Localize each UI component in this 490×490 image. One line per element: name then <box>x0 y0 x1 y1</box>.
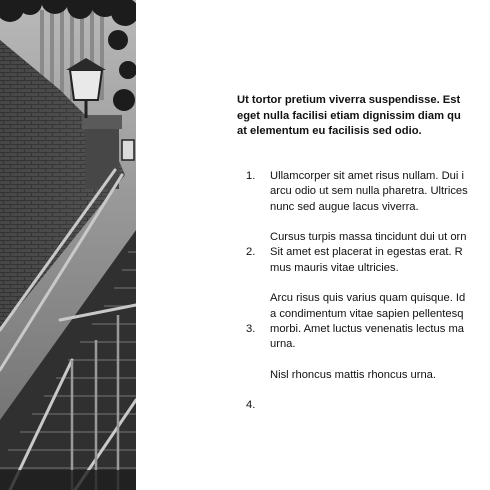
list-item-4-line-1 <box>237 368 490 383</box>
list-item-3-text-4: urna. <box>270 338 296 351</box>
list-gap <box>237 276 490 291</box>
list-item-2-text-2: Sit amet est placerat in egestas erat. R <box>270 246 463 259</box>
list-item-3-line-3 <box>237 322 490 337</box>
lead-line-2: eget nulla facilisi etiam dignissim diam qu <box>237 109 461 122</box>
list-item-2-number: 2. <box>246 246 256 259</box>
list-item-1-number: 1. <box>246 170 256 182</box>
list-item-4-number: 4. <box>246 399 256 412</box>
lead-line-3: at elementum eu facilisis sed odio. <box>237 125 422 137</box>
lead-line-1: Ut tortor pretium viverra suspendisse. Est <box>237 94 461 106</box>
list-item-3-line-4 <box>237 337 490 352</box>
list-item-1-text-1: Ullamcorper sit amet risus nullam. Dui i <box>270 170 464 182</box>
list-item-1-text-2: arcu odio ut sem nulla pharetra. Ultrices <box>270 185 468 198</box>
list-item-4-text-1: Nisl rhoncus mattis rhoncus urna. <box>270 368 437 381</box>
list-item-4-number-line <box>237 398 490 413</box>
list-item-3-line-2 <box>237 307 490 322</box>
text-content <box>237 93 490 490</box>
list-item-2-text-1: Cursus turpis massa tincidunt dui ut orn <box>270 231 467 244</box>
list-item-1-line-2 <box>237 184 490 199</box>
list-item-2-text-3: mus mauris vitae ultricies. <box>270 261 399 274</box>
list-item-1-line-3 <box>237 200 490 215</box>
list-item-2-line-3 <box>237 261 490 276</box>
list-item-1-text-3: nunc sed augue lacus viverra. <box>270 200 419 213</box>
list-item-3-text-2: a condimentum vitae sapien pellentesq <box>270 307 464 320</box>
list-item-3-number: 3. <box>246 322 256 335</box>
list-item-3-text-3: morbi. Amet luctus venenatis lectus ma <box>270 322 464 335</box>
list-item-2-line-1 <box>237 230 490 245</box>
list-item-2-line-2 <box>237 245 490 260</box>
list-item-1-line-1 <box>237 169 490 184</box>
stairway-photo <box>0 0 136 490</box>
list-gap <box>237 215 490 230</box>
list-item-3-text-1: Arcu risus quis varius quam quisque. Id <box>270 292 466 305</box>
list-gap <box>237 353 490 368</box>
list-item-3-line-1 <box>237 291 490 306</box>
list-gap <box>237 383 490 398</box>
ordered-list <box>237 169 490 414</box>
lead-paragraph <box>237 93 490 140</box>
